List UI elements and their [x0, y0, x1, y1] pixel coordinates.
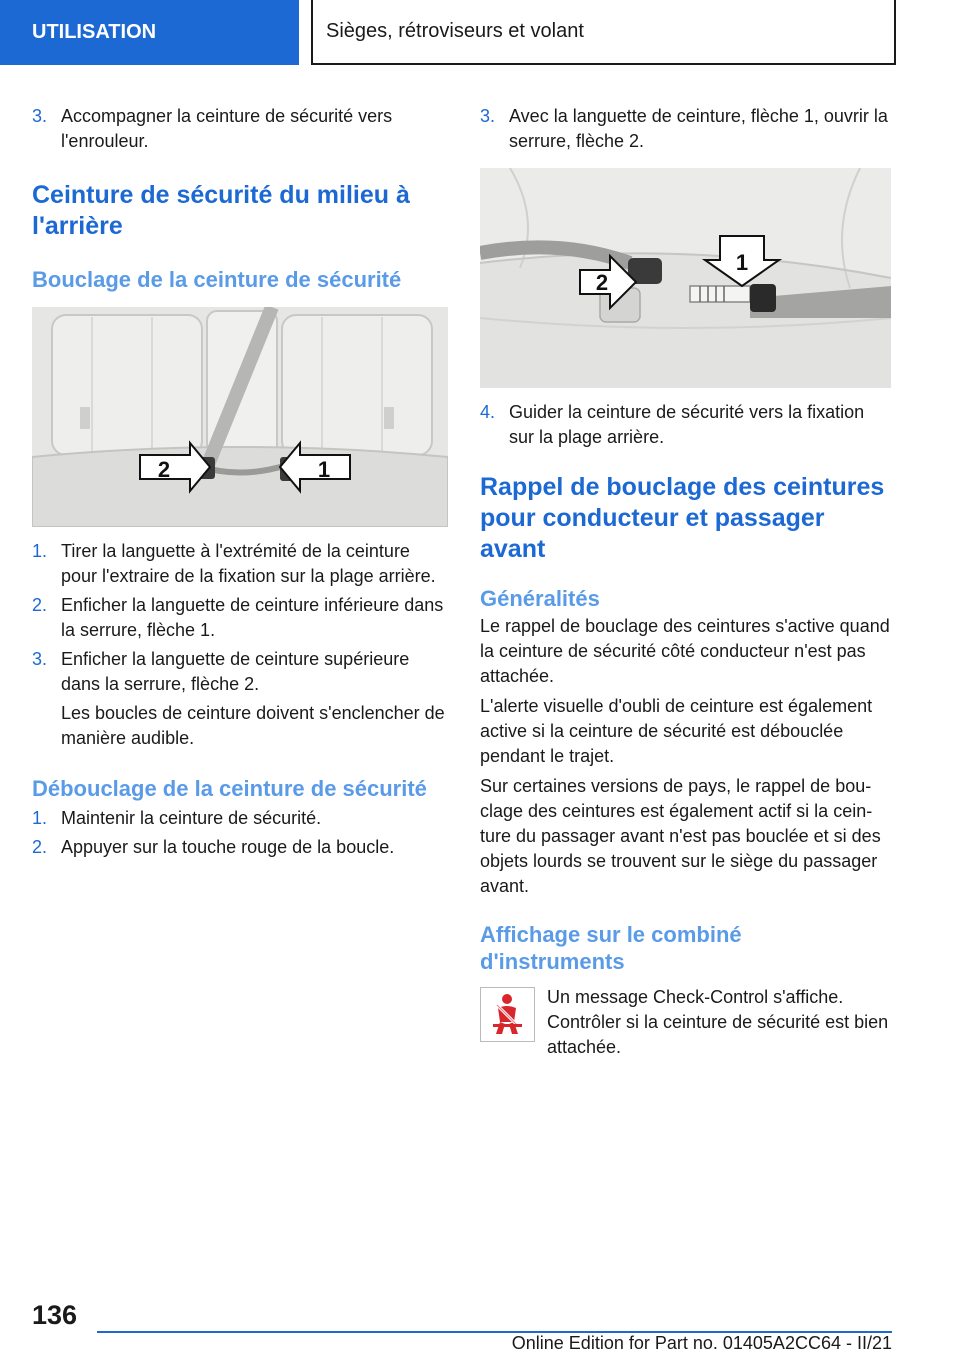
left-column: [32, 100, 448, 864]
arrow-2-label: 2: [595, 270, 609, 295]
footer-edition: Online Edition for Part no. 01405A2CC64 - II/21: [511, 1333, 892, 1353]
step-number: 1.: [32, 541, 48, 561]
step-text: Enficher la languette de ceinture inférieure dans la serrure, flèche 1.: [61, 595, 444, 640]
header-chapter-label: Sièges, rétroviseurs et volant: [326, 20, 584, 42]
step-number: 3.: [480, 106, 496, 126]
step-number: 1.: [32, 808, 48, 828]
paragraph: Sur certaines versions de pays, le rappel de bouclage des ceintures est également actif si la ceinture du passager avant n'est pas bouclée et si des objets lourds se trouvent sur le siège du passager avant.: [480, 776, 881, 896]
subheading-unbuckling: Débouclage de la ceinture de sécurité: [32, 776, 427, 801]
header-section-tab: [0, 0, 299, 65]
step-text: Maintenir la ceinture de sécurité.: [61, 808, 322, 828]
section-heading-reminder: Rappel de bouclage des ceintures pour conducteur et passager avant: [480, 473, 885, 563]
list-item: [32, 806, 448, 831]
step-text: Appuyer sur la touche rouge de la boucle.: [61, 837, 395, 857]
step-text: Tirer la languette à l'extrémité de la ceinture pour l'extraire de la fixation sur la plage arrière.: [61, 541, 436, 586]
step-text: Avec la languette de ceinture, flèche 1, ouvrir la serrure, flèche 2.: [509, 106, 888, 151]
arrow-2-label: 2: [157, 457, 171, 482]
step-number: 2.: [32, 595, 48, 615]
step-text: Enficher la languette de ceinture supérieure dans la serrure, flèche 2.: [61, 649, 410, 694]
step-number: 2.: [32, 837, 48, 857]
paragraph: L'alerte visuelle d'oubli de ceinture est également active si la ceinture de sécurité est débouclée pendant le trajet.: [480, 696, 873, 766]
subheading-general: Généralités: [480, 586, 600, 611]
rear-seat-illustration-svg: [32, 307, 448, 527]
step-number: 4.: [480, 402, 496, 422]
section-heading-middle-belt: Ceinture de sécurité du milieu à l'arrière: [32, 181, 410, 240]
list-item: [480, 104, 892, 154]
step-text: Accompagner la ceinture de sécurité vers l'enrouleur.: [61, 106, 393, 151]
seatbelt-warning-icon: [480, 987, 535, 1042]
step-text: Guider la ceinture de sécurité vers la fixation sur la plage arrière.: [509, 402, 865, 447]
step-number: 3.: [32, 106, 48, 126]
list-item: [32, 835, 448, 860]
rear-seat-belt-illustration: [32, 307, 448, 527]
list-item: [480, 400, 892, 450]
arrow-1-label: 1: [317, 457, 331, 482]
warning-text: Un message Check-Control s'affiche. Contrôler si la ceinture de sécurité est bien attachée.: [547, 987, 889, 1057]
list-item: [32, 647, 448, 697]
paragraph: Le rappel de bouclage des ceintures s'active quand la ceinture de sécurité côté conducteur n'est pas attachée.: [480, 616, 890, 686]
header-section-label: UTILISATION: [32, 21, 157, 43]
buckle-release-illustration: [480, 168, 891, 388]
list-item: [32, 593, 448, 643]
list-item: [32, 539, 448, 589]
subheading-display: Affichage sur le combiné d'instruments: [480, 922, 742, 974]
buckle-note: Les boucles de ceinture doivent s'enclencher de manière audible.: [61, 703, 445, 748]
arrow-1-label: 1: [735, 250, 749, 275]
page-number: 136: [32, 1300, 78, 1330]
list-item: [32, 104, 448, 154]
step-number: 3.: [32, 649, 48, 669]
warning-row: [480, 985, 892, 1060]
header-chapter-title: [311, 0, 896, 65]
right-column: [480, 100, 892, 1060]
subheading-buckling: Bouclage de la ceinture de sécurité: [32, 267, 402, 292]
buckle-release-svg: [480, 168, 891, 388]
